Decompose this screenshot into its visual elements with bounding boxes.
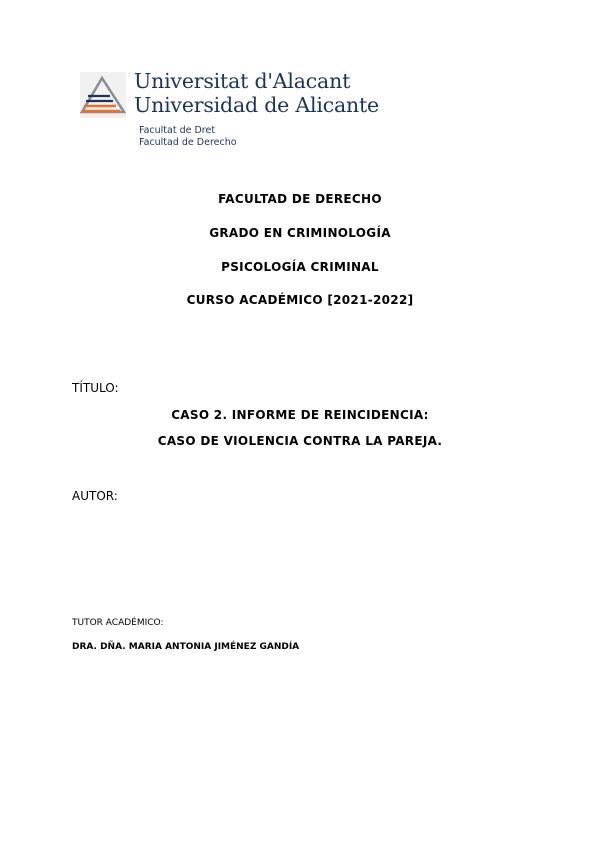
university-name-spanish: Universidad de Alicante [134,93,379,117]
document-title-line-2: CASO DE VIOLENCIA CONTRA LA PAREJA. [157,434,443,448]
degree-heading: GRADO EN CRIMINOLOGÍA [209,226,391,240]
academic-year-heading: CURSO ACADÉMICO [2021-2022] [186,293,414,307]
faculty-name-valencian: Facultat de Dret [139,125,216,136]
title-label: TÍTULO: [72,381,119,395]
faculty-name-spanish: Facultad de Derecho [139,137,237,148]
university-name-valencian: Universitat d'Alacant [134,69,351,93]
university-logo-icon [80,72,126,118]
document-title-line-1: CASO 2. INFORME DE REINCIDENCIA: [171,408,429,422]
faculty-heading: FACULTAD DE DERECHO [218,192,382,206]
tutor-name: DRA. DÑA. MARIA ANTONIA JIMÉNEZ GANDÍA [72,642,300,652]
university-logo [80,68,379,158]
tutor-label: TUTOR ACADÉMICO: [72,618,164,628]
author-label: AUTOR: [72,489,118,503]
subject-heading: PSICOLOGÍA CRIMINAL [221,260,379,274]
